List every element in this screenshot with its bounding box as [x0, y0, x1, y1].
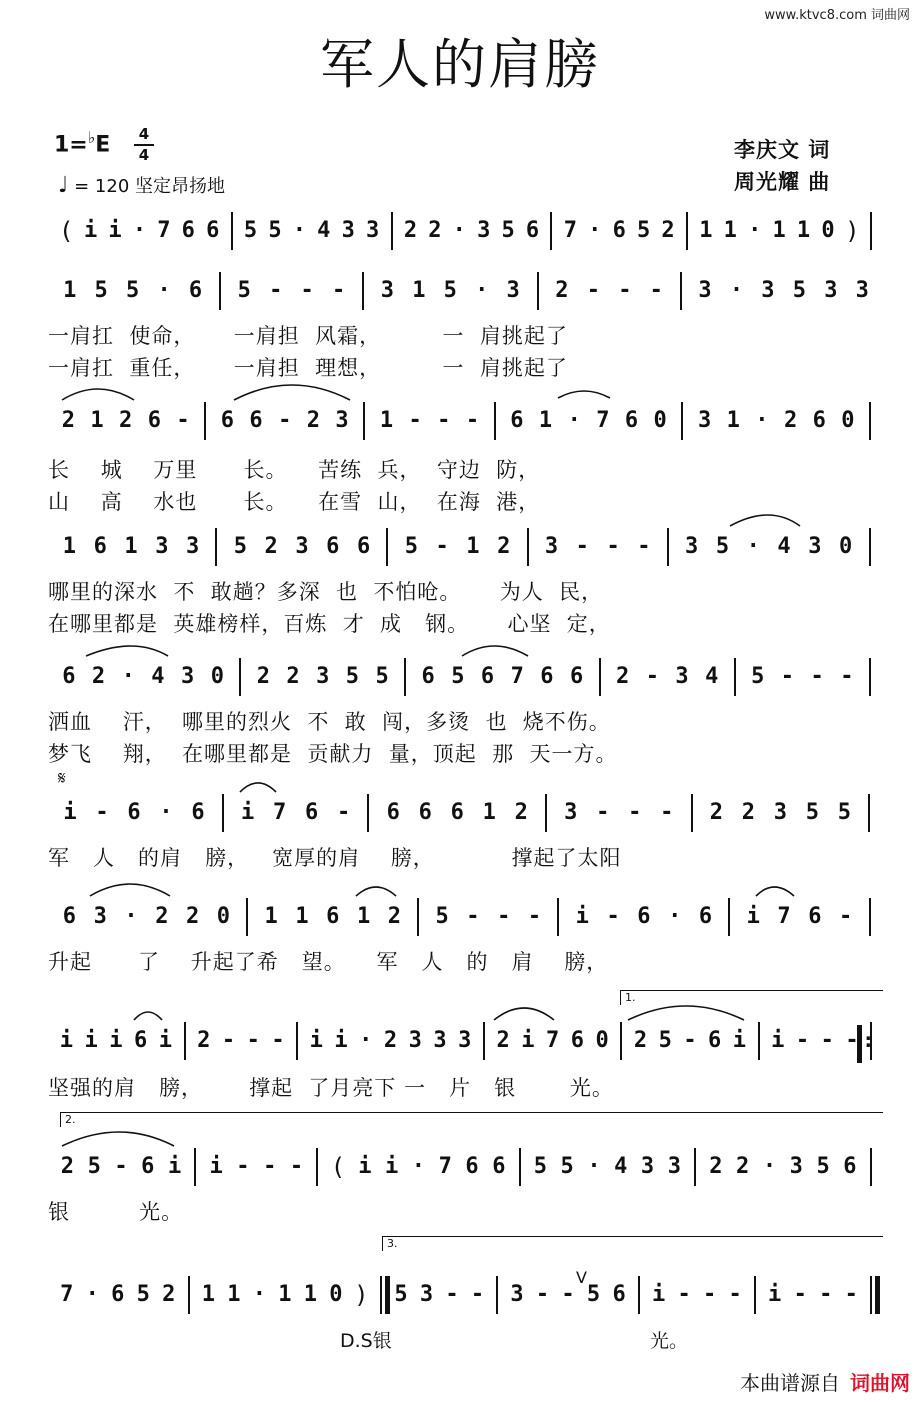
dot-mark: ·	[157, 278, 171, 303]
note: i	[108, 218, 122, 243]
note: 3	[510, 1282, 524, 1307]
note: i	[63, 800, 77, 825]
note: 3	[335, 408, 349, 433]
dash-note: -	[114, 1154, 128, 1179]
note: 3	[180, 664, 195, 689]
note: 7	[545, 1028, 560, 1053]
dash-note: -	[844, 1282, 858, 1307]
note: 5	[658, 1028, 672, 1053]
note: 1	[466, 534, 480, 559]
note: 3	[433, 1028, 447, 1053]
note: 6	[326, 904, 340, 929]
note: 6	[510, 408, 524, 433]
note: 6	[570, 1028, 584, 1053]
note: 0	[841, 408, 855, 433]
breath-mark: V	[576, 1268, 587, 1287]
note: 5	[451, 664, 465, 689]
note: 5	[636, 218, 651, 243]
note: (	[330, 1153, 346, 1181]
note: 3	[419, 1282, 434, 1307]
note: 1	[295, 904, 309, 929]
note: 1	[227, 1282, 241, 1307]
note: 2	[661, 218, 675, 243]
note: 1	[379, 408, 394, 433]
note: 3	[855, 278, 869, 303]
note: 6	[450, 800, 464, 825]
note: 6	[525, 218, 540, 243]
note: 2	[555, 278, 569, 303]
dash-note: -	[535, 1282, 550, 1307]
note: 1	[264, 904, 278, 929]
note: 6	[843, 1154, 857, 1179]
note: 5	[792, 278, 806, 303]
note: 6	[111, 1282, 125, 1307]
dash-note: -	[637, 534, 651, 559]
note: i	[240, 800, 255, 825]
note: 4	[317, 218, 331, 243]
note: 2	[155, 904, 169, 929]
note: 2	[91, 664, 106, 689]
note: 3	[761, 278, 775, 303]
note: i	[309, 1028, 323, 1053]
composer-credit: 周光耀 曲	[734, 170, 831, 194]
note: 6	[698, 904, 713, 929]
note: 4	[151, 664, 165, 689]
dot-mark: ·	[748, 218, 762, 243]
lyric-line: 山 高 水也 长。 在雪 山， 在海 港，	[48, 490, 541, 514]
note: 2	[514, 800, 528, 825]
note: 3	[685, 534, 699, 559]
note: 4	[614, 1154, 628, 1179]
dot-mark: ·	[452, 218, 466, 243]
dash-note: -	[586, 278, 600, 303]
dash-note: -	[278, 408, 292, 433]
note: 5	[435, 904, 449, 929]
lyric-line: 洒血 汗， 哪里的烈火 不 敢 闯，多烫 也 烧不伤。	[48, 710, 611, 734]
dash-note: -	[466, 904, 480, 929]
note: 6	[326, 534, 340, 559]
note: 1	[723, 218, 737, 243]
note: 6	[708, 1028, 722, 1053]
dash-note: -	[618, 278, 632, 303]
note: 6	[612, 1282, 626, 1307]
lyric-line: 银 光。	[48, 1200, 184, 1224]
dash-note: -	[840, 664, 854, 689]
dash-note: -	[839, 904, 853, 929]
note: 1	[63, 278, 77, 303]
dash-note: -	[497, 904, 511, 929]
note: 2	[286, 664, 300, 689]
note: 6	[93, 534, 107, 559]
dash-note: -	[649, 278, 663, 303]
note: 6	[62, 904, 77, 929]
dot-mark: ·	[755, 408, 769, 433]
dash-note: -	[263, 1154, 277, 1179]
note: 5	[268, 218, 282, 243]
dash-note: -	[408, 408, 422, 433]
note: 2	[403, 218, 418, 243]
lyric-line: 升起 了 升起了希 望。 军 人 的 肩 膀，	[48, 950, 609, 974]
note: i	[732, 1028, 747, 1053]
dot-mark: ·	[729, 278, 744, 303]
note: 5	[805, 800, 820, 825]
note: 5	[94, 278, 108, 303]
note: 5	[586, 1282, 601, 1307]
dot-mark: ·	[121, 664, 135, 689]
note: 1	[124, 534, 138, 559]
note: 2	[387, 904, 401, 929]
note: 3	[544, 534, 559, 559]
note: 3	[675, 664, 689, 689]
note: i	[209, 1154, 223, 1179]
dot-mark: ·	[132, 218, 147, 243]
note: 2	[185, 904, 200, 929]
source-note: 本曲谱源自 词曲网	[740, 1371, 910, 1395]
site-watermark: www.ktvc8.com 词曲网	[764, 8, 910, 23]
dot-mark: ·	[567, 408, 581, 433]
note: 5	[816, 1154, 830, 1179]
note: 6	[624, 408, 639, 433]
note: 5	[837, 800, 852, 825]
lyric-line: 在哪里都是 英雄榜样，百炼 才 成 钢。 心坚 定，	[48, 612, 611, 636]
lyric-line: 哪里的深水 不 敢趟？多深 也 不怕呛。 为人 民，	[48, 580, 604, 604]
note: 2	[197, 1028, 211, 1053]
note: 2	[616, 664, 630, 689]
lyric-line: 军 人 的肩 膀， 宽厚的肩 膀， 撑起了太阳	[48, 846, 622, 870]
note: 5	[501, 218, 515, 243]
dash-note: -	[575, 534, 589, 559]
note: 3	[93, 904, 107, 929]
dash-note: -	[810, 664, 824, 689]
note: 3	[408, 1028, 422, 1053]
note: 5	[375, 664, 389, 689]
dash-note: -	[596, 800, 610, 825]
note: 7	[438, 1154, 452, 1179]
note: i	[59, 1028, 73, 1053]
note: 7	[60, 1282, 74, 1307]
note: 6	[492, 1154, 506, 1179]
note: i	[84, 1028, 98, 1053]
lyric-line: 梦飞 翔， 在哪里都是 贡献力 量，顶起 那 天一方。	[48, 742, 618, 766]
dash-note: -	[465, 408, 480, 433]
note: 0	[653, 408, 667, 433]
note: 6	[540, 664, 554, 689]
note: 2	[256, 664, 270, 689]
dash-note: -	[95, 800, 109, 825]
note: 3	[773, 800, 788, 825]
page-title: 军人的肩膀	[320, 33, 600, 96]
dash-note: -	[645, 664, 659, 689]
note: 3	[155, 534, 169, 559]
note: 6	[304, 800, 319, 825]
note: 1	[772, 218, 786, 243]
dash-note: -	[683, 1028, 697, 1053]
note: 6	[612, 218, 626, 243]
dash-note: -	[300, 278, 314, 303]
note: 1	[796, 218, 811, 243]
note: 3	[789, 1154, 803, 1179]
note: i	[109, 1028, 123, 1053]
volta-3: 3.	[382, 1236, 883, 1251]
note: 1	[90, 408, 104, 433]
dash-note: -	[435, 534, 449, 559]
note: 5	[751, 664, 765, 689]
note: 3	[697, 408, 712, 433]
note: 5	[87, 1154, 101, 1179]
note: 3	[667, 1154, 681, 1179]
dash-note: -	[236, 1154, 250, 1179]
note: 6	[569, 664, 584, 689]
dash-note: -	[728, 1282, 742, 1307]
note: 1	[699, 218, 713, 243]
note: 6	[206, 218, 220, 243]
ds-lyric: D.S银	[340, 1330, 392, 1352]
dot-mark: ·	[292, 218, 306, 243]
note: 3	[698, 278, 712, 303]
note: 1	[201, 1282, 215, 1307]
note: 5	[345, 664, 360, 689]
note: 6	[188, 278, 203, 303]
dot-mark: ·	[746, 534, 760, 559]
note: 1	[538, 408, 553, 433]
note: 5	[560, 1154, 574, 1179]
dash-note: -	[703, 1282, 717, 1307]
note: i	[575, 904, 589, 929]
source-site: 词曲网	[850, 1371, 910, 1395]
note: 1	[482, 800, 496, 825]
note: 2	[496, 1028, 510, 1053]
note: i	[768, 1282, 782, 1307]
quarter-note-icon: ♩	[58, 173, 69, 198]
dash-note: -	[819, 1282, 833, 1307]
note: 6	[141, 1154, 155, 1179]
note: 3	[808, 534, 822, 559]
note: 3	[477, 218, 491, 243]
note: i	[167, 1154, 182, 1179]
note: i	[521, 1028, 535, 1053]
dash-note: -	[289, 1154, 304, 1179]
note: 6	[249, 408, 263, 433]
note: 6	[220, 408, 235, 433]
note: i	[746, 904, 760, 929]
note: 3	[458, 1028, 472, 1053]
note: 4	[777, 534, 791, 559]
note: 6	[421, 664, 435, 689]
note: 5	[136, 1282, 150, 1307]
key-signature: 1=♭E	[54, 128, 111, 158]
note: 6	[356, 534, 371, 559]
dash-note: -	[845, 1028, 859, 1053]
note: 3	[824, 278, 838, 303]
dash-note: -	[660, 800, 674, 825]
note: 2	[633, 1028, 648, 1053]
note: 6	[181, 218, 195, 243]
note: 5	[237, 278, 251, 303]
dot-mark: ·	[587, 1154, 601, 1179]
note: 1	[278, 1282, 292, 1307]
flat-icon: ♭	[87, 128, 96, 147]
end-lyric: 光。	[650, 1330, 689, 1352]
dash-note: -	[780, 664, 795, 689]
note: 2	[783, 408, 798, 433]
note: 2	[428, 218, 442, 243]
note: i	[358, 1154, 372, 1179]
note: 5	[394, 1282, 408, 1307]
note: 6	[812, 408, 826, 433]
dash-note: -	[820, 1028, 834, 1053]
note: 2	[119, 408, 133, 433]
dash-note: -	[527, 904, 542, 929]
note: 2	[162, 1282, 176, 1307]
note: 3	[380, 278, 394, 303]
note: (	[58, 217, 74, 245]
tempo-marking: ♩ = 120 坚定昂扬地	[58, 173, 226, 198]
note: 6	[191, 800, 205, 825]
dash-note: -	[269, 278, 283, 303]
dot-mark: ·	[762, 1154, 777, 1179]
note: i	[334, 1028, 348, 1053]
note: 4	[705, 664, 719, 689]
note: 5	[126, 278, 140, 303]
dash-note: -	[677, 1282, 691, 1307]
dash-note: -	[561, 1282, 575, 1307]
dash-note: -	[445, 1282, 459, 1307]
dash-note: -	[221, 1028, 236, 1053]
dash-note: -	[606, 534, 620, 559]
note: 7	[157, 218, 171, 243]
note: 6	[133, 1028, 148, 1053]
lyric-line: 长 城 万里 长。 苦练 兵， 守边 防，	[48, 458, 541, 482]
note: 7	[510, 664, 524, 689]
volta-2: 2.	[60, 1112, 883, 1127]
note: 2	[741, 800, 756, 825]
note: 6	[418, 800, 432, 825]
lyric-line: 一肩扛 使命， 一肩担 风霜， 一 肩挑起了	[48, 324, 568, 348]
dash-note: -	[470, 1282, 485, 1307]
dot-mark: ·	[252, 1282, 266, 1307]
note: 6	[62, 664, 76, 689]
lyricist-credit: 李庆文 词	[734, 138, 831, 162]
note: 5	[243, 218, 258, 243]
note: 1	[726, 408, 740, 433]
note: 1	[356, 904, 371, 929]
dot-mark: ·	[475, 278, 489, 303]
time-signature: 4 4	[134, 126, 154, 164]
dash-note: -	[332, 278, 346, 303]
note: )	[845, 217, 860, 245]
note: i	[651, 1282, 666, 1307]
segno-icon: 𝄋	[58, 768, 66, 789]
note: 7	[777, 904, 791, 929]
dot-mark: ·	[85, 1282, 99, 1307]
note: 2	[306, 408, 320, 433]
dash-note: -	[606, 904, 620, 929]
note: 5	[443, 278, 457, 303]
lyric-line: 一肩扛 重任， 一肩担 理想， 一 肩挑起了	[48, 356, 568, 380]
note: 7	[272, 800, 287, 825]
note: 2	[709, 800, 724, 825]
note: 3	[185, 534, 200, 559]
note: 5	[404, 534, 418, 559]
note: 2	[709, 1154, 723, 1179]
note: i	[158, 1028, 172, 1053]
note: i	[385, 1154, 399, 1179]
dot-mark: ·	[411, 1154, 426, 1179]
dot-mark: ·	[588, 218, 602, 243]
note: 1	[303, 1282, 317, 1307]
note: 6	[147, 408, 161, 433]
dash-note: -	[437, 408, 451, 433]
note: 5	[533, 1154, 547, 1179]
note: i	[83, 218, 98, 243]
dash-note: -	[628, 800, 642, 825]
note: 0	[821, 218, 835, 243]
dash-note: -	[176, 408, 190, 433]
dot-mark: ·	[159, 800, 173, 825]
note: 2	[497, 534, 511, 559]
note: 6	[386, 800, 400, 825]
note: 6	[127, 800, 141, 825]
note: 7	[596, 408, 610, 433]
note: 3	[341, 218, 355, 243]
dash-note: -	[271, 1028, 285, 1053]
note: 0	[216, 904, 231, 929]
volta-1: 1.	[620, 990, 883, 1005]
note: 6	[808, 904, 822, 929]
dot-mark: ·	[359, 1028, 373, 1053]
note: 2	[736, 1154, 750, 1179]
note: 2	[264, 534, 278, 559]
note: 2	[61, 408, 75, 433]
note: 3	[640, 1154, 655, 1179]
note: 6	[637, 904, 651, 929]
note: 6	[480, 664, 495, 689]
note: 0	[595, 1028, 609, 1053]
note: 3	[365, 218, 380, 243]
note: 6	[465, 1154, 479, 1179]
note: i	[771, 1028, 785, 1053]
note: 0	[329, 1282, 343, 1307]
note: )	[354, 1281, 369, 1309]
note: 0	[839, 534, 853, 559]
lyric-line: 坚强的肩 膀， 撑起 了月亮下 一 片 银 光。	[48, 1076, 614, 1100]
dot-mark: ·	[124, 904, 138, 929]
note: 5	[233, 534, 247, 559]
note: 7	[563, 218, 577, 243]
note: 3	[316, 664, 330, 689]
note: 1	[412, 278, 426, 303]
dash-note: -	[336, 800, 351, 825]
note: 5	[715, 534, 730, 559]
note: 1	[62, 534, 77, 559]
note: 2	[60, 1154, 75, 1179]
note: 0	[210, 664, 224, 689]
note: 3	[295, 534, 309, 559]
note: 2	[383, 1028, 398, 1053]
note: 3	[506, 278, 520, 303]
dash-note: -	[246, 1028, 260, 1053]
dot-mark: ·	[668, 904, 682, 929]
note: 3	[564, 800, 578, 825]
dash-note: -	[793, 1282, 807, 1307]
dash-note: -	[795, 1028, 810, 1053]
